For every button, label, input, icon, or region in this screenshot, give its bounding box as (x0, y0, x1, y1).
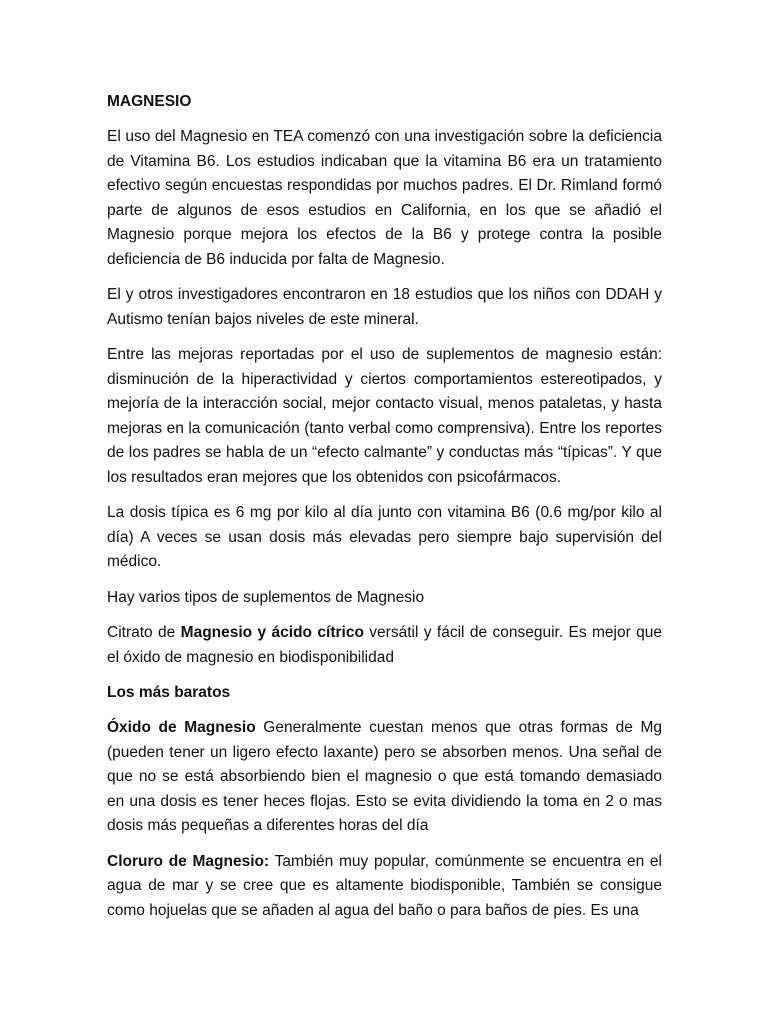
oxide-bold-text: Óxido de Magnesio (107, 719, 256, 736)
oxide-post-text: Generalmente cuestan menos que otras formas de Mg (pueden tener un ligero efecto laxante) pero se absorben menos. Una señal de que no se está absorbiendo bien el magnesio o que está tomando demasiado en una dosis es tener heces flojas. Esto se evita dividiendo la toma en 2 o mas dosis más pequeñas a diferentes horas del día (107, 719, 662, 834)
citrate-pre-text: Citrato de (107, 624, 181, 641)
paragraph-citrate (107, 621, 662, 670)
paragraph-improvements: Entre las mejoras reportadas por el uso de suplementos de magnesio están: disminución de la hiperactividad y ciertos comportamientos estereotipados, y mejoría de la interacción social, mejor contacto visual, menos pataletas, y hasta mejoras en la comunicación (tanto verbal como comprensiva). Entre los reportes de los padres se habla de un “efecto calmante” y conductas más “típicas”. Y que los resultados eran mejores que los obtenidos con psicofármacos. (107, 346, 662, 486)
subheading-cheapest: Los más baratos (107, 684, 231, 701)
citrate-post-text: versátil y fácil de conseguir. Es mejor que el óxido de magnesio en biodisponibilidad (107, 624, 662, 666)
paragraph-types-intro: Hay varios tipos de suplementos de Magnesio (107, 588, 425, 606)
paragraph-dosage: La dosis típica es 6 mg por kilo al día junto con vitamina B6 (0.6 mg/por kilo al día) A veces se usan dosis más elevadas pero siempre bajo supervisión del médico. (107, 504, 662, 570)
chloride-post-text: También muy popular, comúnmente se encuentra en el agua de mar y se cree que es altamente biodisponible, También se consigue como hojuelas que se añaden al agua del baño o para baños de pies. Es una (107, 852, 662, 919)
document-title: MAGNESIO (107, 93, 192, 110)
citrate-bold-text: Magnesio y ácido cítrico (180, 624, 364, 641)
paragraph-chloride (107, 850, 662, 924)
paragraph-oxide (107, 716, 662, 839)
chloride-bold-text: Cloruro de Magnesio: (107, 852, 270, 870)
paragraph-intro: El uso del Magnesio en TEA comenzó con una investigación sobre la deficiencia de Vitamina B6. Los estudios indicaban que la vitamina B6 era un tratamiento efectivo según encuestas respondidas por muchos padres. El Dr. Rimland formó parte de algunos de esos estudios en California, en los que se añadió el Magnesio porque mejora los efectos de la B6 y protege contra la posible deficiencia de B6 inducida por falta de Magnesio. (107, 128, 662, 268)
paragraph-studies: El y otros investigadores encontraron en 18 estudios que los niños con DDAH y Autismo tenían bajos niveles de este mineral. (107, 286, 662, 328)
